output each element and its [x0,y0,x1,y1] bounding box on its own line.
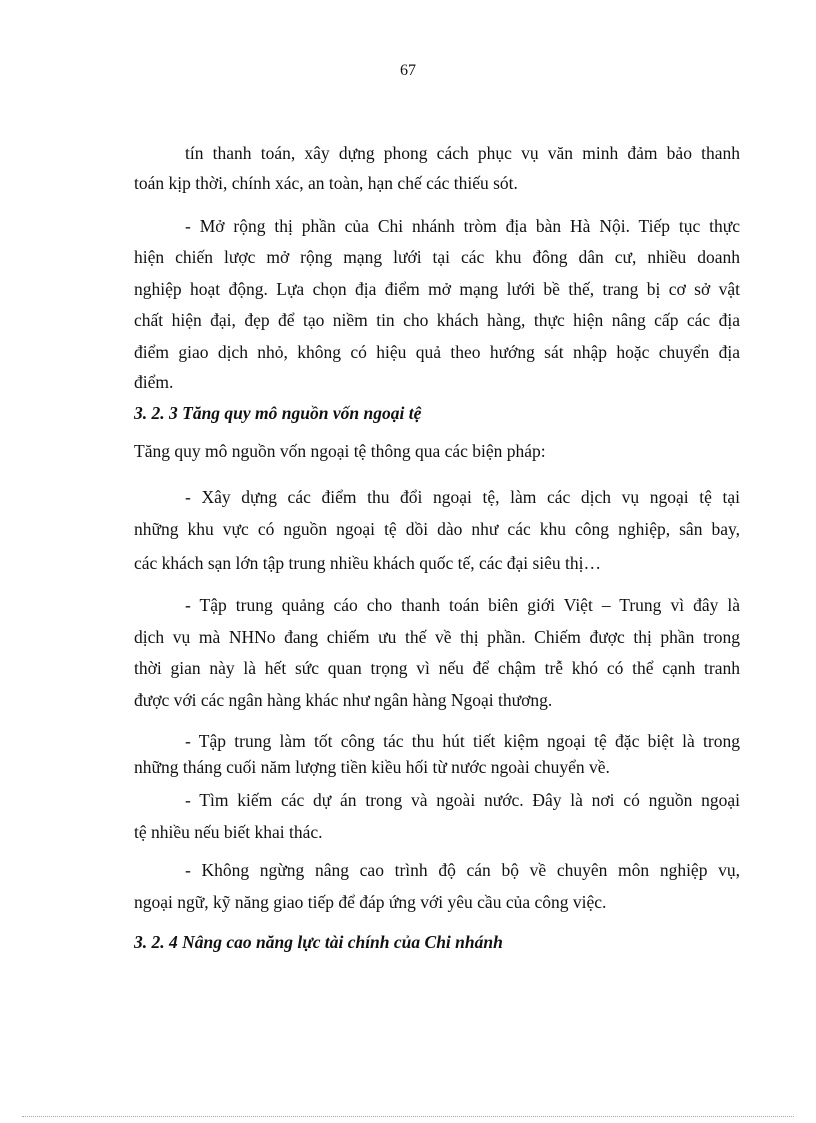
page-number: 67 [400,62,416,79]
paragraph-line: điểm. [134,372,174,392]
section-heading: 3. 2. 3 Tăng quy mô nguồn vốn ngoại tệ [134,403,422,423]
paragraph-line: Tăng quy mô nguồn vốn ngoại tệ thông qua các biện pháp: [134,441,546,461]
paragraph-line: được với các ngân hàng khác như ngân hàng Ngoại thương. [134,690,553,710]
paragraph-line: - Không ngừng nâng cao trình độ cán bộ về chuyên môn nghiệp vụ, [185,860,740,880]
paragraph-line: - Mở rộng thị phần của Chi nhánh tròm địa bàn Hà Nội. Tiếp tục thực [185,216,740,236]
paragraph-line: các khách sạn lớn tập trung nhiều khách quốc tế, các đại siêu thị… [134,553,602,573]
paragraph-line: tín thanh toán, xây dựng phong cách phục vụ văn minh đảm bảo thanh [185,143,740,163]
paragraph-line: điểm giao dịch nhỏ, không có hiệu quả theo hướng sát nhập hoặc chuyển địa [134,342,740,362]
paragraph-line: toán kịp thời, chính xác, an toàn, hạn chế các thiếu sót. [134,173,518,193]
paragraph-line: hiện chiến lược mở rộng mạng lưới tại các khu đông dân cư, nhiều doanh [134,247,740,267]
paragraph-line: nghiệp hoạt động. Lựa chọn địa điểm mở mạng lưới bề thế, trang bị cơ sở vật [134,279,740,299]
paragraph-line: chất hiện đại, đẹp để tạo niềm tin cho khách hàng, thực hiện nâng cấp các địa [134,310,740,330]
paragraph-line: những tháng cuối năm lượng tiền kiều hối từ nước ngoài chuyển về. [134,757,610,777]
paragraph-line: ngoại ngữ, kỹ năng giao tiếp để đáp ứng với yêu cầu của công việc. [134,892,607,912]
paragraph-line: - Tìm kiếm các dự án trong và ngoài nước. Đây là nơi có nguồn ngoại [185,790,740,810]
section-heading: 3. 2. 4 Nâng cao năng lực tài chính của Chi nhánh [134,932,503,952]
paragraph-line: dịch vụ mà NHNo đang chiếm ưu thế về thị phần. Chiếm được thị phần trong [134,627,740,647]
paragraph-line: - Tập trung quảng cáo cho thanh toán biên giới Việt – Trung vì đây là [185,595,740,615]
paragraph-line: thời gian này là hết sức quan trọng vì nếu để chậm trễ khó có thể cạnh tranh [134,658,740,678]
paragraph-line: tệ nhiều nếu biết khai thác. [134,822,323,842]
page-bottom-divider [22,1116,794,1117]
paragraph-line: - Xây dựng các điểm thu đổi ngoại tệ, làm các dịch vụ ngoại tệ tại [185,487,740,507]
paragraph-line: những khu vực có nguồn ngoại tệ dồi dào như các khu công nghiệp, sân bay, [134,519,740,539]
paragraph-line: - Tập trung làm tốt công tác thu hút tiết kiệm ngoại tệ đặc biệt là trong [185,731,740,751]
